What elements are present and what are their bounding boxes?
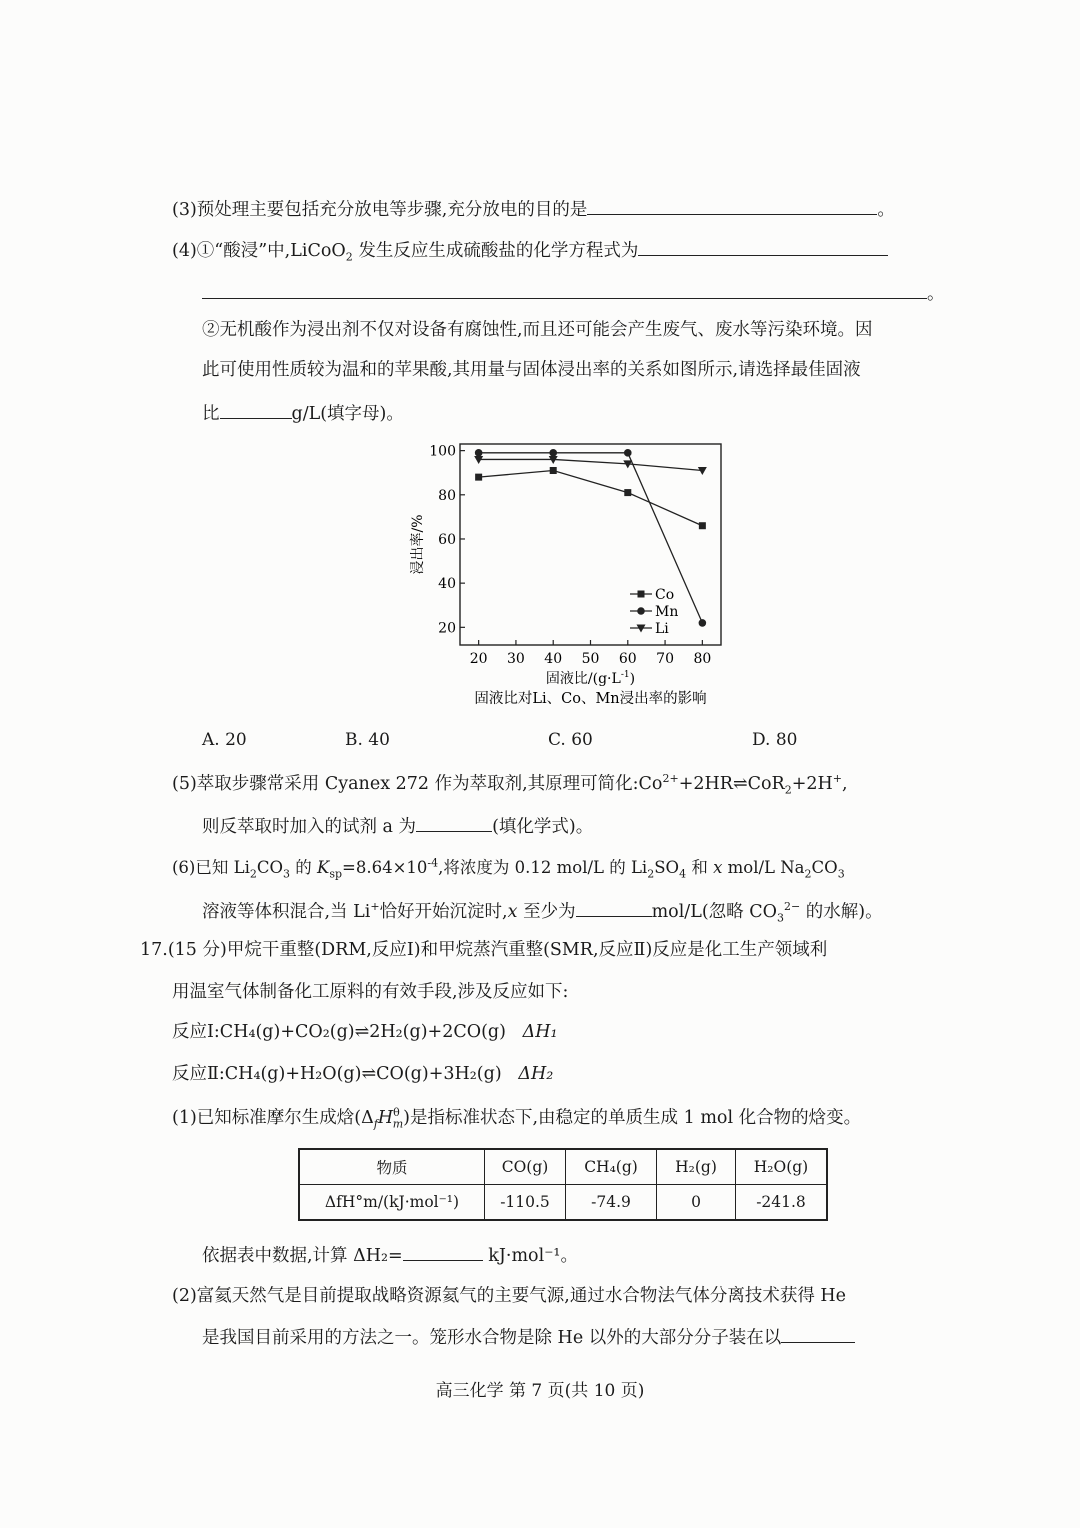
q6-d-sup: -4: [427, 856, 439, 870]
table-cell: -74.9: [566, 1185, 657, 1221]
q4-text-a: (4)①“酸浸”中,LiCoO: [172, 241, 346, 261]
series-line-li: [479, 459, 703, 470]
q6-x-2: x: [507, 902, 518, 922]
table-cell: -241.8: [736, 1185, 828, 1221]
q6-concentration-blank[interactable]: [576, 898, 652, 917]
x-tick-label: 20: [469, 651, 488, 667]
q5-text-b: +2HR: [678, 774, 733, 794]
reaction-1: [172, 1020, 558, 1044]
q3-end: 。: [877, 200, 895, 220]
table-header-cell: CH₄(g): [566, 1149, 657, 1185]
page-footer: 高三化学 第 7 页(共 10 页): [435, 1381, 645, 1401]
equilibrium-arrow-icon: ⇌: [732, 774, 748, 794]
q6-ksp-sub: sp: [329, 867, 343, 881]
legend-label-mn: Mn: [655, 604, 679, 620]
q17-p1-text: (1)已知标准摩尔生成焓(Δ: [172, 1108, 374, 1128]
q6-ksp: K: [317, 858, 330, 877]
point-co: [624, 489, 631, 496]
q17-dh2-blank[interactable]: [403, 1242, 483, 1261]
q6-d: =8.64×10: [342, 858, 428, 877]
q17-p2-line2: [202, 1324, 855, 1350]
chart-title: 固液比对Li、Co、Mn浸出率的影响: [474, 691, 707, 707]
legend-marker-co: [638, 591, 645, 598]
q5-text-e: ,: [842, 774, 848, 794]
q17-line2: 用温室气体制备化工原料的有效手段,涉及反应如下:: [172, 982, 569, 1002]
y-tick-label: 100: [429, 443, 456, 460]
q5-reagent-blank[interactable]: [416, 813, 492, 832]
q6-2d: mol/L(忽略 CO: [651, 902, 777, 922]
y-tick-label: 60: [438, 531, 456, 548]
q17-p1-theta: θ: [393, 1106, 400, 1120]
series-line-co: [479, 471, 703, 526]
q6-b: CO: [256, 858, 284, 877]
reaction-2-dh: ΔH₂: [518, 1064, 554, 1084]
y-tick-label: 20: [438, 620, 456, 637]
point-mn: [549, 449, 557, 457]
q4-p2-line3-a: 比: [202, 404, 220, 424]
q6-line2: 溶液等体积混合,当 Li+恰好开始沉淀时,x 至少为 mol/L(忽略 $CO_3^{2-}$ 的水解)。: [202, 898, 883, 924]
q17-p1-m: m: [392, 1117, 404, 1131]
q5-text-2b: (填化学式)。: [492, 817, 594, 837]
option-d[interactable]: D. 80: [752, 730, 798, 750]
reaction-2: [172, 1062, 553, 1086]
q17-p2-line1: (2)富氦天然气是目前提取战略资源氦气的主要气源,通过水合物法气体分离技术获得 He: [172, 1286, 847, 1306]
q4-text-b: 发生反应生成硫酸盐的化学方程式为: [358, 241, 639, 261]
q17-calc-b: kJ·mol⁻¹。: [488, 1246, 578, 1266]
q6-x: x: [713, 858, 723, 877]
x-tick-label: 40: [544, 651, 563, 667]
q4-p2-line3-b: g/L(填字母)。: [291, 404, 404, 424]
legend-marker-mn: [637, 607, 645, 615]
x-axis-label: 固液比$/(g\cdot L^{-1})$: [545, 670, 636, 687]
x-tick-label: 70: [656, 651, 674, 667]
q17-p1-h: H: [377, 1108, 394, 1128]
q17-calc-a: 依据表中数据,计算 ΔH₂=: [202, 1246, 403, 1266]
q5-text-c: CoR: [747, 774, 785, 794]
point-co: [699, 522, 706, 529]
x-tick-label: 60: [618, 651, 637, 667]
q6-i: CO: [811, 858, 838, 877]
q6-f: SO: [654, 858, 680, 877]
plot-frame: [460, 444, 721, 645]
q4-end: 。: [927, 284, 945, 304]
q5-text-2a: 则反萃取时加入的试剂 a 为: [202, 817, 417, 837]
q17-p2-blank[interactable]: [781, 1324, 855, 1343]
table-row-label: ΔfH°m/(kJ·mol⁻¹): [299, 1185, 485, 1221]
q4-p2-line2: 此可使用性质较为温和的苹果酸,其用量与固体浸出率的关系如图所示,请选择最佳固液: [202, 360, 861, 380]
point-li: [698, 467, 707, 475]
option-b[interactable]: B. 40: [345, 730, 390, 750]
y-tick-label: 80: [438, 487, 456, 504]
enthalpy-table: [298, 1148, 828, 1221]
table-header-cell: CO(g): [485, 1149, 566, 1185]
q17-p1-end: )是指标准状态下,由稳定的单质生成 1 mol 化合物的焓变。: [403, 1108, 862, 1128]
point-mn: [475, 449, 483, 457]
q17-p1: [172, 1106, 861, 1130]
reaction-1-dh: ΔH₁: [522, 1022, 558, 1042]
q5-sup-2: +: [832, 772, 842, 786]
point-mn: [624, 449, 632, 457]
q6-2a: 溶液等体积混合,当 Li: [202, 902, 371, 922]
legend-label-li: Li: [655, 621, 669, 637]
table-row: [299, 1185, 827, 1221]
y-axis-label: 浸出率/%: [410, 514, 426, 575]
x-tick-label: 80: [693, 651, 712, 667]
q17-p1-f: f: [373, 1117, 378, 1131]
q3-text: (3)预处理主要包括充分放电等步骤,充分放电的目的是: [172, 200, 588, 220]
q17-p2-line2-text: 是我国目前采用的方法之一。笼形水合物是除 He 以外的大部分分子装在以: [202, 1328, 782, 1348]
x-tick-label: 30: [507, 651, 525, 667]
reaction-2-equation: 反应Ⅱ:CH₄(g)+H₂O(g)⇌CO(g)+3H₂(g): [172, 1064, 502, 1084]
q6-c: 的: [295, 858, 312, 877]
q5-line1: (5)萃取步骤常采用 Cyanex 272 作为萃取剂,其原理可简化$:Co^{2+}+2HR\rightleftharpoons CoR_2+2H^+$,: [172, 772, 848, 797]
q6-2e: 的水解)。: [805, 902, 883, 922]
q6-h: mol/L Na: [727, 858, 805, 877]
q6-e: ,将浓度为 0.12 mol/L 的 Li: [438, 858, 648, 877]
x-tick-label: 50: [581, 651, 600, 667]
point-mn: [699, 619, 707, 627]
q6-2b: 恰好开始沉淀时,: [379, 902, 508, 922]
table-header-row: [299, 1149, 827, 1185]
q5-line2: [202, 813, 593, 839]
q4-line1: (4)①“酸浸”中,LiCoO$_2$ 发生反应生成硫酸盐的化学方程式为: [172, 237, 888, 263]
q5-sup-1: 2+: [662, 772, 679, 786]
table-header-cell: H₂(g): [657, 1149, 736, 1185]
table-header-cell: H₂O(g): [736, 1149, 828, 1185]
option-a[interactable]: A. 20: [202, 730, 247, 750]
legend-label-co: Co: [655, 587, 675, 603]
table-cell: 0: [657, 1185, 736, 1221]
table-header-cell: 物质: [299, 1149, 485, 1185]
q17-calc: [202, 1242, 578, 1268]
q17-line1: 17.(15 分)甲烷干重整(DRM,反应Ⅰ)和甲烷蒸汽重整(SMR,反应Ⅱ)反应是化工生产领域利: [140, 940, 828, 960]
q5-text-d: +2H: [791, 774, 833, 794]
q6-line1: (6)已知 $Li_2CO_3$ 的 $K_{sp}=8.64\times 10^{-4}$,将浓度为 0.12 mol/L 的 $Li_2SO_4$ 和 x mol/L $Na_2CO_3$: [172, 856, 845, 881]
q6-g: 和: [691, 858, 708, 877]
q5-text-a: (5)萃取步骤常采用 Cyanex 272 作为萃取剂,其原理可简化:Co: [172, 774, 663, 794]
option-c[interactable]: C. 60: [548, 730, 593, 750]
reaction-1-equation: 反应Ⅰ:CH₄(g)+CO₂(g)⇌2H₂(g)+2CO(g): [172, 1022, 506, 1042]
table-cell: -110.5: [485, 1185, 566, 1221]
q6-a: (6)已知 Li: [172, 858, 250, 877]
point-co: [475, 474, 482, 481]
y-tick-label: 40: [438, 576, 456, 593]
q4-p2-line1: ②无机酸作为浸出剂不仅对设备有腐蚀性,而且还可能会产生废气、废水等污染环境。因: [202, 320, 873, 340]
point-co: [550, 467, 557, 474]
q6-2c: 至少为: [523, 902, 576, 922]
